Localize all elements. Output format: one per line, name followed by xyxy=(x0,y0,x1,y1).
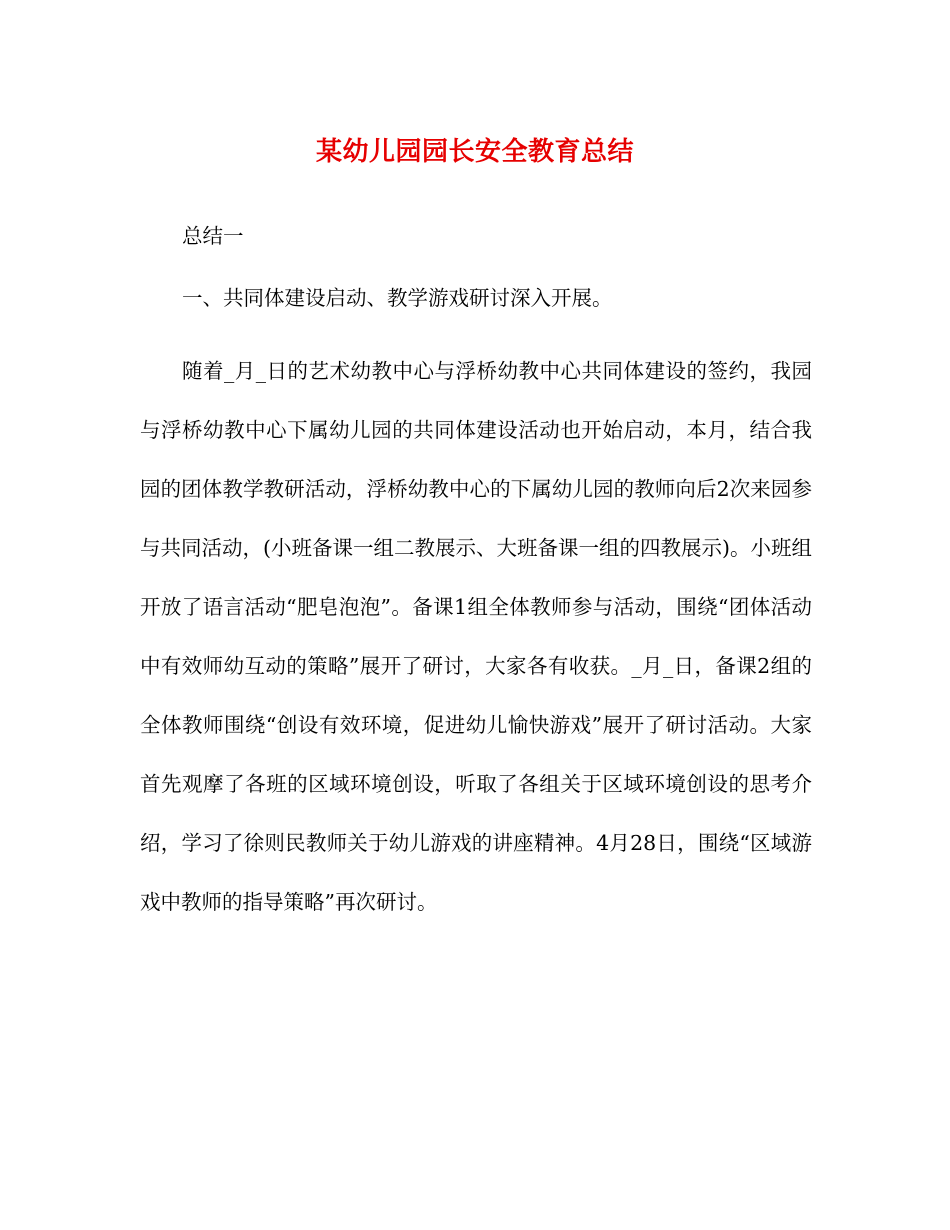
section-heading: 总结一 xyxy=(182,224,244,248)
document-title: 某幼儿园园长安全教育总结 xyxy=(315,137,634,167)
body-paragraph: 随着_月_日的艺术幼教中心与浮桥幼教中心共同体建设的签约，我园与浮桥幼教中心下属幼儿园的共同体建设活动也开始启动，本月，结合我园的团体教学教研活动，浮桥幼教中心的下属幼儿园的教师向后2次来园参与共同活动，(小班备课一组二教展示、大班备课一组的四教展示)。小班组开放了语言活动“肥皂泡泡”。备课1组全体教师参与活动，围绕“团体活动中有效师幼互动的策略”展开了研讨，大家各有收获。_月_日，备课2组的全体教师围绕“创设有效环境，促进幼儿愉快游戏”展开了研讨活动。大家首先观摩了各班的区域环境创设，听取了各组关于区域环境创设的思考介绍，学习了徐则民教师关于幼儿游戏的讲座精神。4月28日，围绕“区域游戏中教师的指导策略”再次研讨。 xyxy=(140,359,812,914)
subheading: 一、共同体建设启动、教学游戏研讨深入开展。 xyxy=(182,286,613,310)
